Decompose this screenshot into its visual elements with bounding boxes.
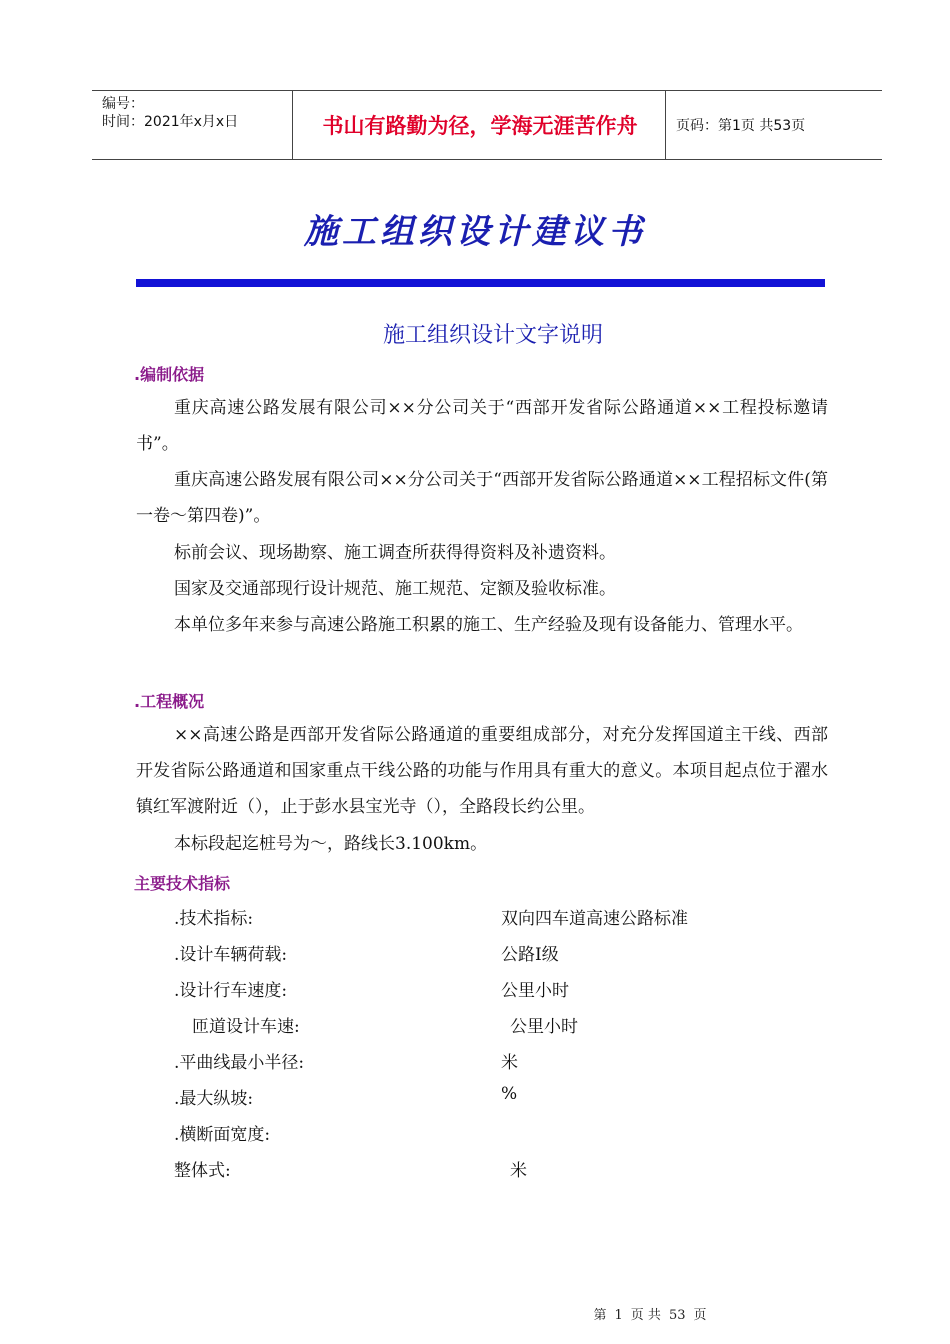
paragraph: ××高速公路是西部开发省际公路通道的重要组成部分，对充分发挥国道主干线、西部开发省际公路通道和国家重点干线公路的功能与作用具有重大的意义。本项目起点位于濯水镇红军渡附近（），止于彭水县宝光寺（），全路段长约公里。 [136, 725, 828, 817]
paragraph: 重庆高速公路发展有限公司××分公司关于“西部开发省际公路通道××工程投标邀请书”。 [136, 398, 828, 454]
footer-suffix: 页 [693, 1308, 707, 1323]
header-table [92, 90, 882, 160]
spec-label: .最大纵坡: [174, 1089, 254, 1109]
heading-overview: .工程概况 [134, 692, 205, 711]
page-footer [0, 1304, 950, 1323]
header-page-info: 页码：第1页 共53页 [676, 118, 806, 134]
footer-prefix: 第 [593, 1308, 607, 1323]
spec-value: % [501, 1084, 518, 1104]
spec-label: 匝道设计车速: [192, 1017, 300, 1037]
paragraph: 国家及交通部现行设计规范、施工规范、定额及验收标准。 [174, 579, 616, 599]
paragraph: 标前会议、现场勘察、施工调查所获得得资料及补遗资料。 [174, 543, 616, 563]
paragraph: 本标段起迄桩号为～，路线长3.100km。 [174, 834, 488, 854]
footer-page-number: 1 [614, 1308, 623, 1323]
footer-mid: 页 共 [630, 1308, 661, 1323]
spec-value: 米 [501, 1053, 518, 1073]
spec-label: 整体式: [174, 1161, 231, 1181]
title-underline-bar [136, 279, 825, 287]
header-divider [292, 91, 293, 159]
spec-value: 米 [510, 1161, 527, 1181]
document-time-label: 时间：2021年x月x日 [102, 114, 239, 130]
paragraph: 重庆高速公路发展有限公司××分公司关于“西部开发省际公路通道××工程招标文件(第一卷～第四卷)”。 [136, 470, 828, 526]
spec-value: 公路Ⅰ级 [501, 945, 559, 965]
section-subtitle: 施工组织设计文字说明 [382, 323, 603, 348]
spec-value: 公里小时 [501, 981, 569, 1001]
header-motto: 书山有路勤为径，学海无涯苦作舟 [322, 114, 638, 138]
spec-label: .设计车辆荷载: [174, 945, 288, 965]
spec-value: 公里小时 [510, 1017, 578, 1037]
paragraph: 本单位多年来参与高速公路施工积累的施工、生产经验及现有设备能力、管理水平。 [174, 615, 803, 635]
spec-label: .设计行车速度: [174, 981, 288, 1001]
heading-basis: .编制依据 [134, 365, 205, 384]
spec-label: .技术指标: [174, 909, 254, 929]
heading-tech-specs: 主要技术指标 [134, 874, 231, 893]
header-left-cell [102, 95, 238, 131]
spec-label: .横断面宽度: [174, 1125, 271, 1145]
spec-value: 双向四车道高速公路标准 [501, 909, 688, 929]
document-title: 施工组织设计建议书 [304, 212, 646, 252]
footer-total-pages: 53 [668, 1308, 686, 1323]
header-divider [665, 91, 666, 159]
document-number-label: 编号： [102, 96, 144, 112]
spec-label: .平曲线最小半径: [174, 1053, 305, 1073]
